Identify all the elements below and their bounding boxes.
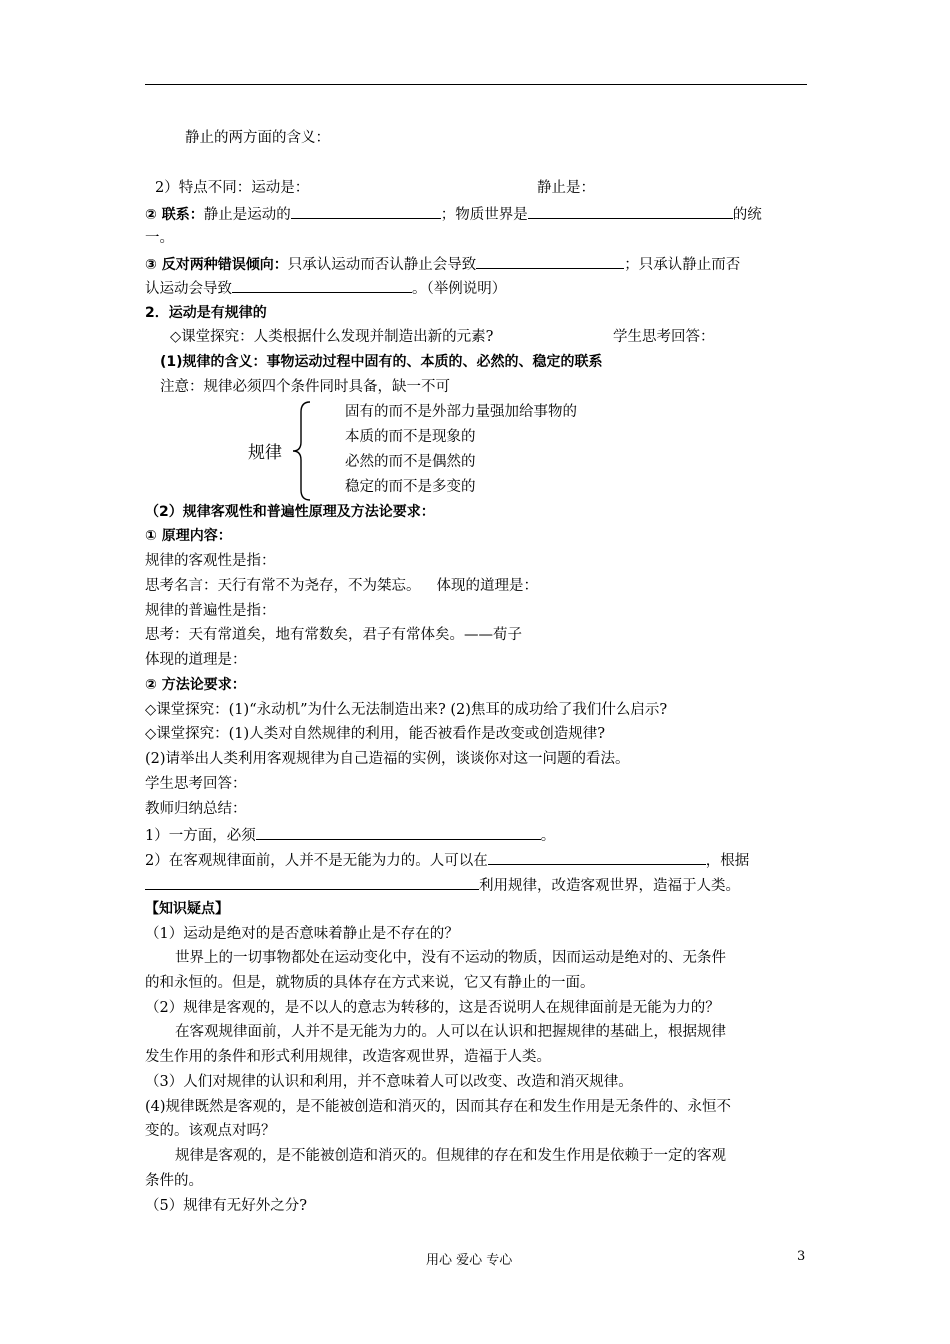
- connection-label: ② 联系：: [145, 207, 204, 223]
- doubt-item: （1）运动是绝对的是否意味着静止是不存在的？: [145, 926, 459, 942]
- summary-2-text-2: ，根据: [705, 853, 750, 869]
- blank: [256, 824, 541, 840]
- stillness-meanings: 静止的两方面的含义：: [185, 130, 330, 146]
- explore-1-question: ◇课堂探究：人类根据什么发现并制造出新的元素?: [170, 329, 494, 345]
- quote-1-text: 思考名言：天行有常不为尧存，不为桀忘。: [145, 578, 421, 594]
- condition-1: 固有的而不是外部力量强加给事物的: [345, 404, 577, 420]
- summary-2: [145, 849, 815, 871]
- page-number: 3: [797, 1249, 806, 1264]
- law-meaning: (1)规律的含义：事物运动过程中固有的、本质的、必然的、稳定的联系: [160, 354, 603, 370]
- quote-1: [145, 576, 815, 596]
- blank: [291, 203, 441, 219]
- doubt-item: 条件的。: [145, 1173, 203, 1189]
- blank: [232, 277, 412, 293]
- errors-text-3: 认运动会导致: [145, 281, 232, 297]
- doubt-item: 发生作用的条件和形式利用规律，改造客观世界，造福于人类。: [145, 1049, 551, 1065]
- doubt-item: （5）规律有无好外之分?: [145, 1198, 307, 1214]
- quote-2: 思考：天有常道矣，地有常数矣，君子有常体矣。——荀子: [145, 627, 522, 643]
- connection-text-1: 静止是运动的: [203, 207, 291, 223]
- doubt-item: 规律是客观的，是不能被创造和消灭的。但规律的存在和发生作用是依赖于一定的客观: [175, 1148, 726, 1164]
- condition-2: 本质的而不是现象的: [345, 429, 476, 445]
- blank: [528, 203, 733, 219]
- errors-text-2: ；只承认静止而否: [624, 257, 741, 273]
- header-rule: [145, 84, 807, 85]
- explore-3: ◇课堂探究：(1)人类对自然规律的利用，能否被看作是改变或创造规律?: [145, 726, 605, 742]
- doubt-item: (4)规律既然是客观的，是不能被创造和消灭的，因而其存在和发生作用是无条件的、永恒不: [145, 1099, 732, 1115]
- doubt-item: 变的。该观点对吗？: [145, 1123, 276, 1139]
- condition-3: 必然的而不是偶然的: [345, 454, 476, 470]
- doubt-item: （2）规律是客观的，是不以人的意志为转移的，这是否说明人在规律面前是无能为力的？: [145, 1000, 720, 1016]
- doubt-item: 在客观规律面前，人并不是无能为力的。人可以在认识和把握规律的基础上，根据规律: [175, 1024, 726, 1040]
- note: 注意：规律必须四个条件同时具备，缺一不可: [160, 379, 450, 395]
- summary-2-text-3: 利用规律，改造客观世界，造福于人类。: [479, 878, 740, 894]
- connection-text-3: 的统: [732, 207, 762, 223]
- universality-definition: 规律的普遍性是指：: [145, 603, 276, 619]
- reason-2: 体现的道理是：: [145, 652, 247, 668]
- blank: [145, 874, 479, 890]
- teacher-summary: 教师归纳总结：: [145, 801, 247, 817]
- brace-icon: [292, 400, 312, 502]
- connection-line-2: 一。: [145, 230, 174, 246]
- explore-1-answer: 学生思考回答：: [613, 329, 715, 345]
- summary-2-text: 2）在客观规律面前，人并不是无能为力的。人可以在: [145, 853, 488, 869]
- doubts-title: 【知识疑点】: [145, 901, 229, 917]
- connection-text-2: ；物质世界是: [440, 207, 528, 223]
- explore-3b: (2)请举出人类利用客观规律为自己造福的实例，谈谈你对这一问题的看法。: [145, 751, 630, 767]
- method-label: ② 方法论要求：: [145, 677, 246, 693]
- objectivity-title: （2）规律客观性和普遍性原理及方法论要求：: [145, 504, 435, 520]
- objectivity-definition: 规律的客观性是指：: [145, 553, 276, 569]
- summary-2-line-2: [145, 874, 815, 896]
- errors-text-1: 只承认运动而否认静止会导致: [287, 257, 477, 273]
- doubt-item: 世界上的一切事物都处在运动变化中，没有不运动的物质，因而运动是绝对的、无条件: [175, 950, 726, 966]
- section-2-title: 2．运动是有规律的: [145, 305, 267, 321]
- blank: [488, 849, 706, 865]
- errors-label: ③ 反对两种错误倾向：: [145, 257, 288, 273]
- summary-1: [145, 824, 815, 846]
- errors-line: [145, 253, 815, 275]
- errors-line-2: [145, 277, 815, 299]
- explore-2: ◇课堂探究：(1)“永动机”为什么无法制造出来? (2)焦耳的成功给了我们什么启示?: [145, 702, 668, 718]
- feature-motion: 2）特点不同：运动是：: [155, 180, 310, 196]
- summary-1-end: 。: [540, 828, 556, 844]
- quote-1-reason: 体现的道理是：: [436, 578, 538, 594]
- footer-motto: 用心 爱心 专心: [426, 1253, 513, 1268]
- doubt-item: 的和永恒的。但是，就物质的具体存在方式来说，它又有静止的一面。: [145, 975, 595, 991]
- errors-text-4: 。（举例说明）: [412, 281, 507, 297]
- condition-4: 稳定的而不是多变的: [345, 479, 476, 495]
- student-answer: 学生思考回答：: [145, 776, 247, 792]
- connection-line: [145, 203, 815, 225]
- summary-1-text: 1）一方面，必须: [145, 828, 256, 844]
- feature-stillness: 静止是：: [537, 180, 595, 196]
- principle-label: ① 原理内容：: [145, 528, 232, 544]
- law-word: 规律: [248, 443, 282, 463]
- doubt-item: （3）人们对规律的认识和利用，并不意味着人可以改变、改造和消灭规律。: [145, 1074, 633, 1090]
- blank: [476, 253, 624, 269]
